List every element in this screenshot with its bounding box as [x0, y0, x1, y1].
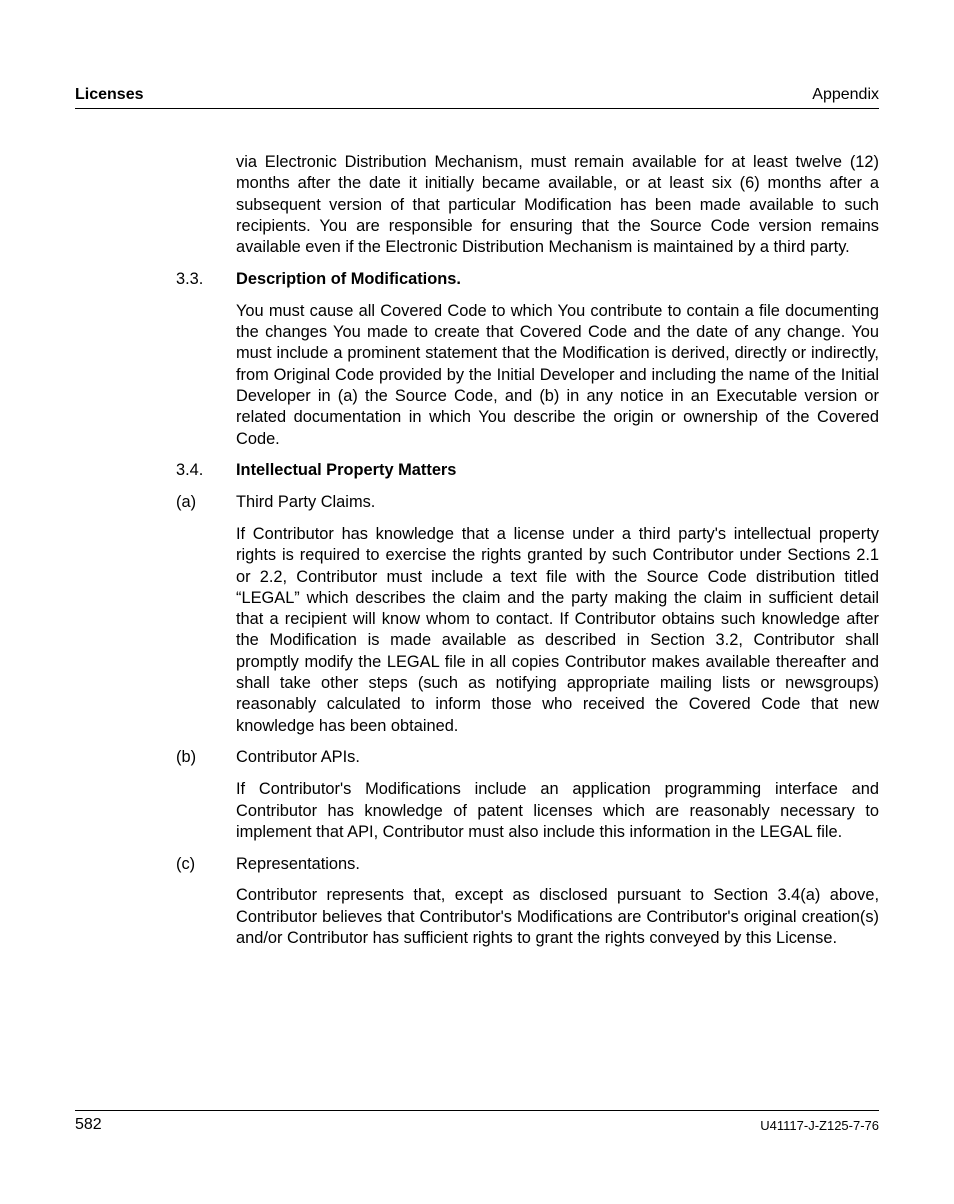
header-section-title: Licenses [75, 86, 144, 103]
intro-paragraph: via Electronic Distribution Mechanism, must remain available for at least twelve (12) months after the date it initially became available, or at least six (6) months after a subsequent version of that particular Modification has been made available to such recipients. You are responsible for ensuring that the Source Code version remains available even if the Electronic Distribution Mechanism is maintained by a third party. [236, 153, 879, 257]
page-number: 582 [75, 1116, 102, 1133]
subsection-b-heading [75, 747, 879, 768]
document-code: U41117-J-Z125-7-76 [760, 1118, 879, 1133]
subsection-a-heading [75, 492, 879, 513]
page-header [75, 84, 879, 109]
subsection-label: (c) [176, 854, 196, 873]
subsection-title: Representations. [236, 854, 360, 873]
section-title: Intellectual Property Matters [236, 461, 457, 480]
section-3-3-heading [75, 269, 879, 290]
subsection-label: (a) [176, 493, 197, 512]
page-content [75, 152, 879, 960]
section-3-4-heading [75, 460, 879, 481]
subsection-b-paragraph: If Contributor's Modifications include an application programming interface and Contributor has knowledge of patent licenses which are reasonably necessary to implement that API, Contributor must also include this information in the LEGAL file. [236, 780, 879, 841]
page-footer [75, 1110, 879, 1133]
subsection-c-heading [75, 854, 879, 875]
header-chapter-title: Appendix [812, 86, 879, 103]
section-3-3-paragraph: You must cause all Covered Code to which You contribute to contain a file documenting the changes You made to create that Covered Code and the date of any change. You must include a prominent statement that the Modification is derived, directly or indirectly, from Original Code provided by the Initial Developer and including the name of the Initial Developer in (a) the Source Code, and (b) in any notice in an Executable version or related documentation in which You describe the origin or ownership of the Covered Code. [236, 301, 879, 448]
subsection-title: Contributor APIs. [236, 748, 360, 767]
subsection-title: Third Party Claims. [236, 493, 376, 512]
subsection-c-paragraph: Contributor represents that, except as disclosed pursuant to Section 3.4(a) above, Contributor believes that Contributor's Modifications are Contributor's original creation(s) and/or Contributor has sufficient rights to grant the rights conveyed by this License. [236, 886, 879, 947]
section-title: Description of Modifications. [236, 269, 461, 288]
section-number: 3.4. [176, 461, 204, 480]
subsection-a-paragraph: If Contributor has knowledge that a license under a third party's intellectual property rights is required to exercise the rights granted by such Contributor under Sections 2.1 or 2.2, Contributor must include a text file with the Source Code distribution titled “LEGAL” which describes the claim and the party making the claim in sufficient detail that a recipient will know whom to contact. If Contributor obtains such knowledge after the Modification is made available as described in Section 3.2, Contributor shall promptly modify the LEGAL file in all copies Contributor makes available thereafter and shall take other steps (such as notifying appropriate mailing lists or newsgroups) reasonably calculated to inform those who received the Covered Code that new knowledge has been obtained. [236, 524, 879, 735]
section-number: 3.3. [176, 269, 204, 288]
subsection-label: (b) [176, 748, 197, 767]
